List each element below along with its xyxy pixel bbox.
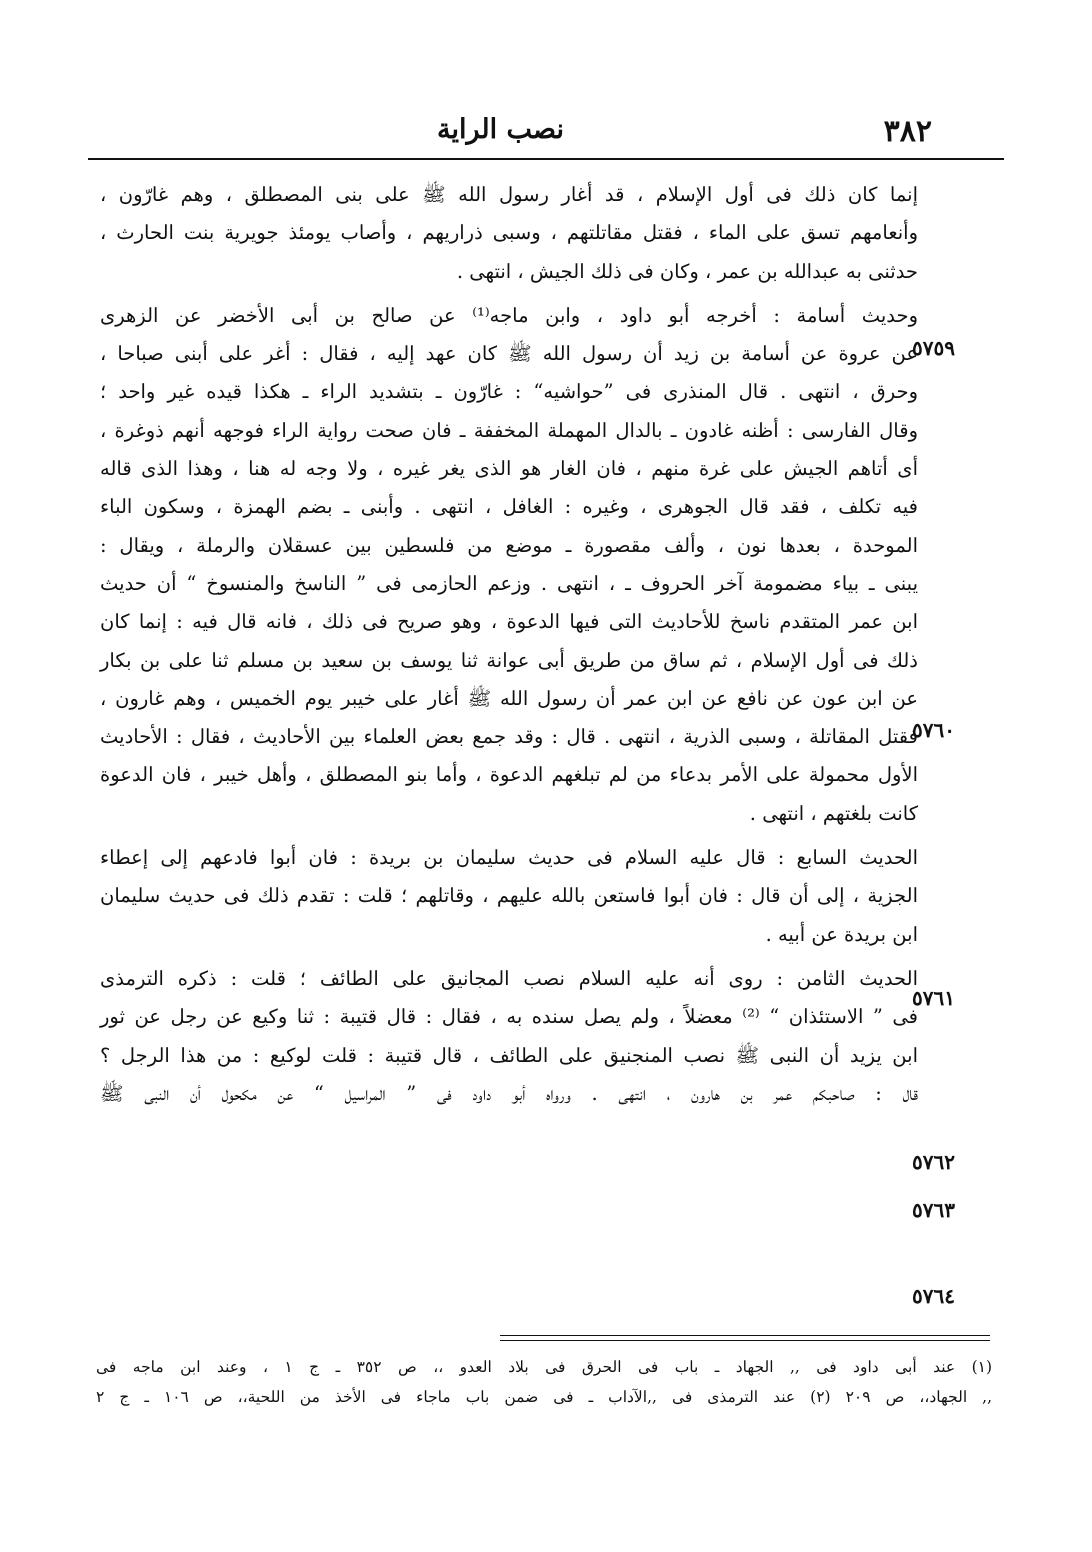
text-line: الحديث السابع : قال عليه السلام فى حديث سليمان بن بريدة : فان أبوا فادعهم إلى إعطاء xyxy=(100,846,918,870)
text-line: عن عروة عن أسامة بن زيد أن رسول الله ﷺ كان عهد إليه ، فقال : أغر على أبنى صباحا ، xyxy=(100,342,918,366)
item-number-column xyxy=(912,0,992,1552)
text-line: عن ابن عون عن نافع عن ابن عمر أن رسول الله ﷺ أغار على خيبر يوم الخميس ، وهم غارون ، xyxy=(100,686,918,710)
text-line: حدثنى به عبدالله بن عمر ، وكان فى ذلك الجيش ، انتهى . xyxy=(456,259,918,283)
text-line: وأنعامهم تسق على الماء ، فقتل مقاتلتهم ، وسبى ذراريهم ، وأصاب يومئذ جويرية بنت الحارث ، xyxy=(100,221,918,245)
item-number: ٥٧٦١ xyxy=(912,986,955,1010)
page-number: ٣٨٢ xyxy=(883,114,932,149)
text-line: فى ” الاستئذان “ ⁽²⁾ معضلاً ، ولم يصل سنده به ، فقال : قال قتيبة : ثنا وكيع عن رجل عن ثور xyxy=(100,1005,918,1029)
paragraph-usama-hadith xyxy=(100,297,918,833)
text-line: فيه تكلف ، فقد قال الجوهرى ، وغيره : الغافل ، انتهى . وأبنى ـ بضم الهمزة ، وسكون الباء xyxy=(100,495,918,519)
main-text xyxy=(100,176,918,1113)
text-line: وقال الفارسى : أظنه غادون ـ بالدال المهملة المخففة ـ فان صحت رواية الراء فوجهه أنهم ذوغرة ، xyxy=(100,418,918,442)
text-line: فقتل المقاتلة ، وسبى الذرية ، انتهى . قال : وقد جمع بعض العلماء بين الأحاديث ، فقال : الأحاديث xyxy=(100,725,918,749)
footnote-rule xyxy=(500,1335,990,1336)
item-number: ٥٧٦٣ xyxy=(912,1198,955,1222)
text-line: الموحدة ، بعدها نون ، وألف مقصورة ـ موضع من فلسطين بين عسقلان والرملة ، ويقال : xyxy=(100,533,918,557)
header-rule xyxy=(88,158,1004,160)
footnotes xyxy=(96,1352,992,1412)
text-line: ابن عمر المتقدم ناسخ للأحاديث التى فيها الدعوة ، وهو صريح فى ذلك ، فانه قال فيه : إنما كان xyxy=(100,610,918,634)
item-number: ٥٧٦٠ xyxy=(912,718,955,742)
paragraph-eighth-hadith xyxy=(100,960,918,1113)
item-number: ٥٧٥٩ xyxy=(912,336,955,360)
text-line: ابن يزيد أن النبى ﷺ نصب المنجنيق على الطائف ، قال قتيبة : قلت لوكيع : من هذا الرجل ؟ xyxy=(100,1043,918,1067)
text-line: قال : صاحبكم عمر بن هارون ، انتهى . ورواه أبو داود فى ” المراسيل “ عن مكحول أن النبى ﷺ xyxy=(100,1081,918,1105)
footnote-line: ,, الجهاد،، ص ٢٠٩ (٢) عند الترمذى فى ,,الآداب ـ فى ضمن باب ماجاء فى الأخذ من اللحية،، ص ١٠٦ ـ ج ٢ xyxy=(96,1388,993,1406)
text-line: وحرق ، انتهى . قال المنذرى فى ”حواشيه“ : غارّون ـ بتشديد الراء ـ هكذا قيده غير واحد ؛ xyxy=(100,380,918,404)
running-title: نصب الراية xyxy=(437,114,564,145)
paragraph-seventh-hadith xyxy=(100,839,918,954)
text-line: كانت بلغتهم ، انتهى . xyxy=(749,801,918,825)
text-line: ذلك فى أول الإسلام ، ثم ساق من طريق أبى عوانة ثنا يوسف بن سعيد بن مسلم ثنا على بن بكار xyxy=(100,648,918,672)
footnote-rule xyxy=(500,1340,990,1341)
text-line: الأول محمولة على الأمر بدعاء من لم تبلغهم الدعوة ، وأما بنو المصطلق ، وأهل خيبر ، فان الدعوة xyxy=(100,763,918,787)
item-number: ٥٧٦٤ xyxy=(912,1284,955,1308)
text-line: إنما كان ذلك فى أول الإسلام ، قد أغار رسول الله ﷺ على بنى المصطلق ، وهم غارّون ، xyxy=(100,183,918,206)
text-line: وحديث أسامة : أخرجه أبو داود ، وابن ماجه⁽¹⁾ عن صالح بن أبى الأخضر عن الزهرى xyxy=(100,303,918,327)
text-line: الحديث الثامن : روى أنه عليه السلام نصب المجانيق على الطائف ؛ قلت : ذكره الترمذى xyxy=(100,966,918,990)
footnote-line: (١) عند أبى داود فى ,, الجهاد ـ باب فى الحرق فى بلاد العدو ،، ص ٣٥٢ ـ ج ١ ، وعند ابن ماجه فى xyxy=(96,1358,993,1376)
paragraph-continuation xyxy=(100,176,918,291)
text-line: أى أتاهم الجيش على غرة منهم ، فان الغار هو الذى يغر غيره ، ولا وجه له هنا ، وهذا الذى قاله xyxy=(100,457,918,481)
page-header xyxy=(88,112,1004,154)
item-number: ٥٧٦٢ xyxy=(912,1150,955,1174)
text-line: يبنى ـ بياء مضمومة آخر الحروف ـ ، انتهى . وزعم الحازمى فى ” الناسخ والمنسوخ “ أن حديث xyxy=(100,571,918,595)
text-line: الجزية ، إلى أن قال : فان أبوا فاستعن بالله عليهم ، وقاتلهم ؛ قلت : تقدم ذلك فى حديث سليمان xyxy=(100,884,918,908)
text-line: ابن بريدة عن أبيه . xyxy=(765,922,918,946)
